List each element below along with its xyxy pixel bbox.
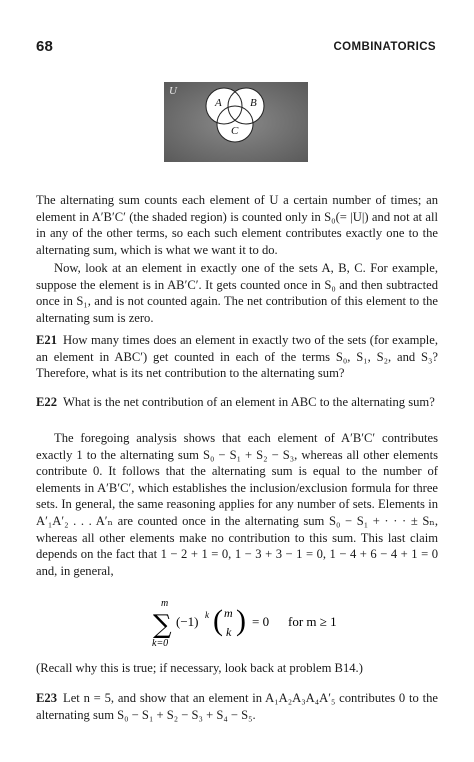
exercise-label: E22 bbox=[36, 395, 57, 409]
exercise-e22: E22 What is the net contribution of an element in ABC to the alternating sum? bbox=[36, 395, 435, 409]
binom-top: m bbox=[224, 606, 233, 620]
binomial-sum-formula bbox=[0, 596, 474, 650]
paragraph-4: (Recall why this is true; if necessary, look back at problem B14.) bbox=[36, 661, 363, 675]
equals-zero: = 0 bbox=[252, 614, 270, 629]
exercise-label: E23 bbox=[36, 691, 57, 705]
sigma-symbol: ∑ bbox=[153, 610, 172, 640]
paragraph-2: Now, look at an element in exactly one of the sets A, B, C. For example, suppose the element is in AB′C′. It gets counted once in S₀ and then subtracted once in S₁, and is not counted again. The net contribution of this element to the alternating sum is zero. bbox=[36, 261, 438, 325]
page-number: 68 bbox=[36, 38, 54, 55]
binom-right-paren: ) bbox=[236, 604, 246, 637]
label-b: B bbox=[250, 97, 257, 109]
binom-left-paren: ( bbox=[213, 604, 223, 637]
summand: (−1) bbox=[176, 614, 199, 629]
exercise-e23: E23 Let n = 5, and show that an element in A₁A₂A₃A₄A′₅ contributes 0 to the alternating sum S₀ − S₁ + S₂ − S₃ + S₄ − S₅. bbox=[36, 691, 438, 722]
paragraph-1: The alternating sum counts each element of U a certain number of times; an element in A′B′C′ (the shaded region) is counted only in S₀(= |U|) and not at all in any of the other terms, so each such element contributes exactly one to the alternating sum, which is what we want it to do. bbox=[36, 193, 438, 257]
venn-diagram bbox=[164, 82, 308, 162]
exercise-label: E21 bbox=[36, 333, 57, 347]
label-u: U bbox=[169, 85, 177, 97]
binom-bottom: k bbox=[226, 625, 232, 639]
running-title: COMBINATORICS bbox=[333, 41, 436, 53]
label-c: C bbox=[231, 125, 239, 137]
exercise-e21: E21 How many times does an element in exactly two of the sets (for example, an element in ABC′) get counted in each of the terms S₀, S₁, S₂, and S₃? Therefore, what is its net contribution to the alternating sum? bbox=[36, 333, 438, 381]
paragraph-3: The foregoing analysis shows that each element of A′B′C′ contributes exactly 1 to the alternating sum S₀ − S₁ + S₂ − S₃, whereas all other elements contribute 0. It follows that the alternating sum is equal to the number of elements in A′B′C′, which establishes the inclusion/exclusion formula for three sets. In general, the same reasoning applies for any number of sets. Elements in A′₁A′₂ . . . A′ₙ are counted once in the alternating sum S₀ − S₁ + · · · ± Sₙ, whereas all other elements make no contribution to this sum. This last claim depends on the fact that 1 − 2 + 1 = 0, 1 − 3 + 3 − 1 = 0, 1 − 4 + 6 − 4 + 1 = 0 and, in general, bbox=[36, 431, 438, 578]
condition: for m ≥ 1 bbox=[288, 614, 337, 629]
exponent: k bbox=[205, 610, 209, 620]
label-a: A bbox=[215, 97, 222, 109]
sum-upper-limit: m bbox=[161, 598, 169, 609]
sum-lower-limit: k=0 bbox=[152, 638, 169, 649]
